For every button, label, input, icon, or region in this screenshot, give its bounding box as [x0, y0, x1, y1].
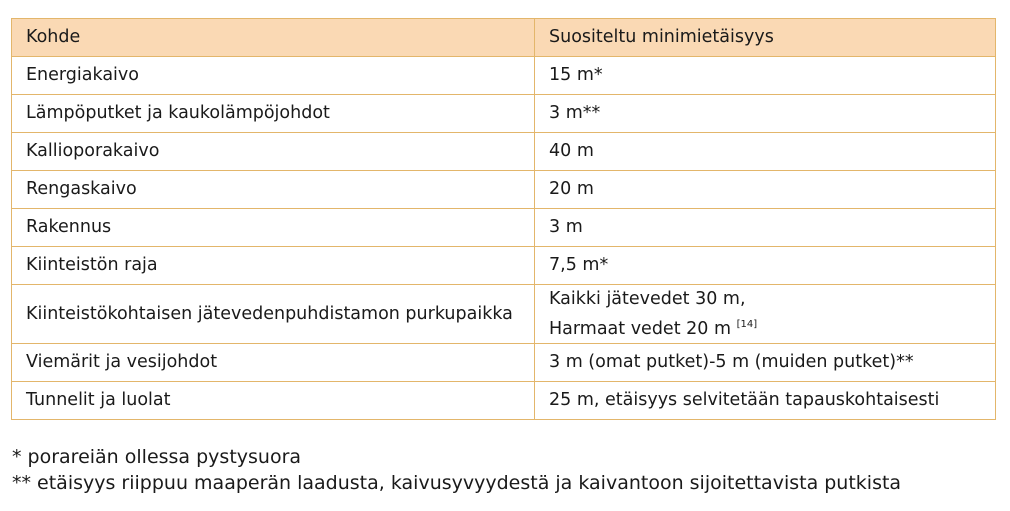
- table-row: [12, 344, 996, 382]
- cell-target: Rengaskaivo: [12, 171, 535, 209]
- cell-target: Kiinteistön raja: [12, 247, 535, 285]
- cell-target: Rakennus: [12, 209, 535, 247]
- table-header-row: [12, 19, 996, 57]
- footnotes: [12, 444, 901, 496]
- distance-line-2: [549, 312, 981, 342]
- table-row: [12, 209, 996, 247]
- table-row: [12, 247, 996, 285]
- distance-table: [11, 18, 996, 420]
- reference-number: [14]: [736, 318, 758, 330]
- cell-distance: 15 m*: [535, 57, 996, 95]
- cell-distance: 7,5 m*: [535, 247, 996, 285]
- cell-distance: [535, 285, 996, 344]
- cell-distance: 3 m (omat putket)-5 m (muiden putket)**: [535, 344, 996, 382]
- cell-target: Kiinteistökohtaisen jätevedenpuhdistamon purkupaikka: [12, 285, 535, 344]
- table-row: [12, 95, 996, 133]
- distance-line-2-text: Harmaat vedet 20 m: [549, 318, 731, 339]
- distance-line-1: Kaikki jätevedet 30 m,: [549, 288, 746, 309]
- cell-distance: 3 m: [535, 209, 996, 247]
- table-row: [12, 57, 996, 95]
- cell-distance: 25 m, etäisyys selvitetään tapauskohtaisesti: [535, 382, 996, 420]
- table-row: [12, 285, 996, 344]
- cell-target: Kallioporakaivo: [12, 133, 535, 171]
- table-row: [12, 171, 996, 209]
- cell-target: Viemärit ja vesijohdot: [12, 344, 535, 382]
- cell-distance: 3 m**: [535, 95, 996, 133]
- cell-target: Tunnelit ja luolat: [12, 382, 535, 420]
- cell-target: Lämpöputket ja kaukolämpöjohdot: [12, 95, 535, 133]
- header-target: Kohde: [12, 19, 535, 57]
- table-row: [12, 382, 996, 420]
- footnote-double-star: ** etäisyys riippuu maaperän laadusta, kaivusyvyydestä ja kaivantoon sijoitettavista putkista: [12, 472, 902, 494]
- footnote-single-star: * porareiän ollessa pystysuora: [12, 446, 302, 468]
- cell-target: Energiakaivo: [12, 57, 535, 95]
- header-distance: Suositeltu minimietäisyys: [535, 19, 996, 57]
- cell-distance: 40 m: [535, 133, 996, 171]
- cell-distance: 20 m: [535, 171, 996, 209]
- table-row: [12, 133, 996, 171]
